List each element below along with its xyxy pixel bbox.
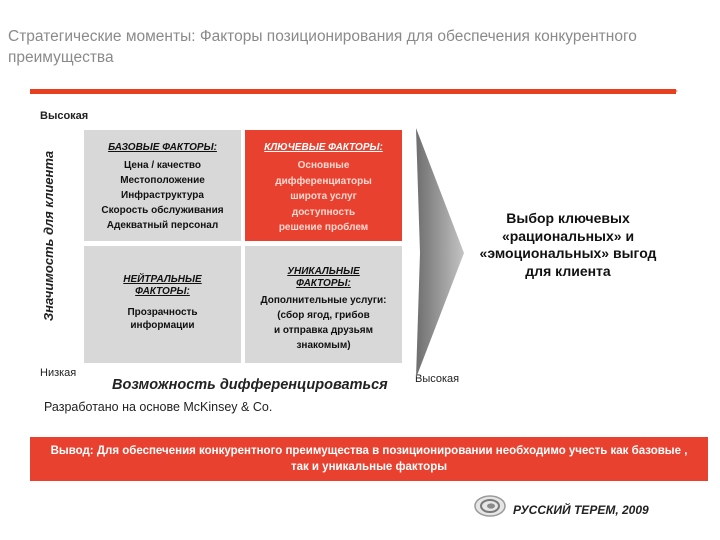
result-line: «рациональных» и [501,227,635,244]
quadrant-title: НЕЙТРАЛЬНЫЕ ФАКТОРЫ: [123,274,202,297]
quadrant-item: Прозрачность [127,307,198,318]
quadrant-item: Адекватный персонал [106,220,219,231]
y-axis-label: Значимость для клиента [41,150,56,322]
chevron-arrow-icon [416,128,466,378]
quadrant-item: Инфраструктура [121,190,204,201]
source-note: Разработано на основе McKinsey & Co. [44,400,273,414]
quadrant-item: (сбор ягод, грибов [277,310,370,321]
quadrant-item: решение проблем [278,222,369,233]
quadrant-item: знакомым) [296,340,351,351]
quadrant-item: Дополнительные услуги: [260,295,387,306]
quadrant-item: широта услуг [290,191,357,202]
title-divider-cap [672,89,678,93]
result-line: для клиента [525,262,611,279]
quadrant-item: Цена / качество [123,160,202,171]
y-axis-low-label: Низкая [40,367,77,379]
quadrant-unique-factors [245,246,402,363]
quadrant-item: Основные [297,160,350,171]
result-line: Выбор ключевых [506,210,630,226]
title-divider [30,89,676,94]
brand-caption: РУССКИЙ ТЕРЕМ, 2009 [513,503,649,517]
page-title: Стратегические моменты: Факторы позиционирования для обеспечения конкурентного преимущества [8,28,637,66]
company-logo-icon [473,494,507,518]
quadrant-key-factors [245,130,402,241]
quadrant-item: информации [130,320,195,331]
x-axis-label: Возможность дифференцироваться [112,377,388,393]
quadrant-neutral-factors [84,246,241,363]
quadrant-basic-factors [84,130,241,241]
quadrant-item: Скорость обслуживания [101,205,224,216]
quadrant-title: КЛЮЧЕВЫЕ ФАКТОРЫ: [264,142,383,153]
y-axis-high-label: Высокая [40,110,89,122]
result-line: «эмоциональных» выгод [479,245,657,261]
quadrant-item: Местоположение [120,175,205,186]
quadrant-title: УНИКАЛЬНЫЕ ФАКТОРЫ: [287,266,360,289]
conclusion-text: Вывод: Для обеспечения конкурентного преимущества в позиционировании необходимо учесть как базовые , так и уникальные факторы [50,445,688,473]
quadrant-title: БАЗОВЫЕ ФАКТОРЫ: [108,142,217,153]
x-axis-high-label: Высокая [415,373,460,385]
quadrant-item: дифференциаторы [275,175,372,187]
quadrant-item: доступность [291,206,356,218]
result-text [462,210,674,280]
conclusion-banner [30,437,708,481]
quadrant-item: и отправка друзьям [274,325,373,336]
